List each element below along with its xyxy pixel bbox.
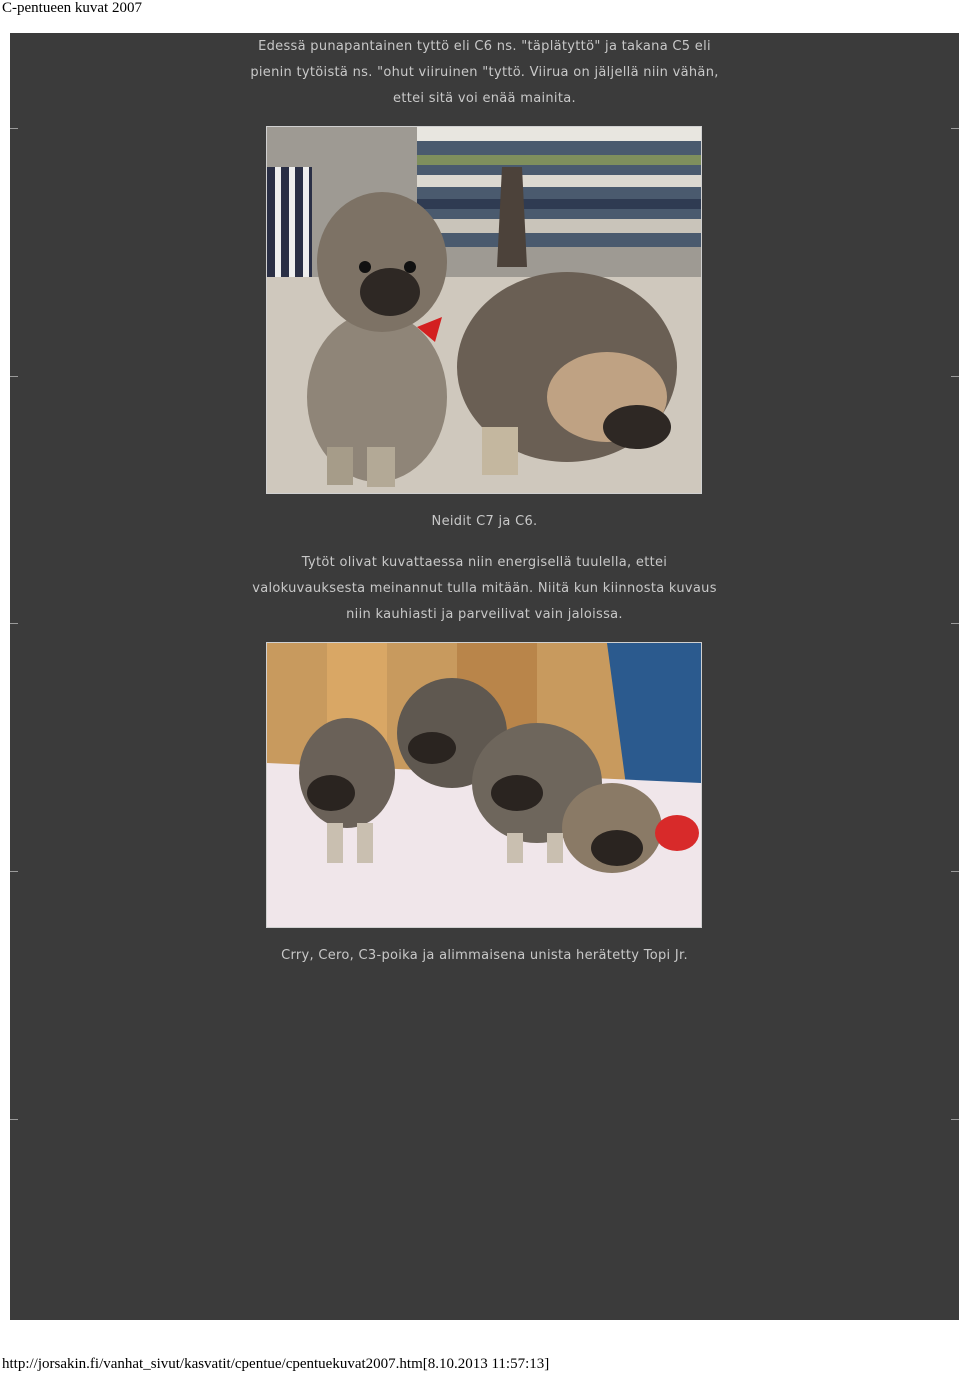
- caption-line: Tytöt olivat kuvattaessa niin energisellä tuulella, ettei: [301, 555, 668, 570]
- page-tick-mark: [951, 128, 959, 129]
- caption-line: pienin tytöistä ns. "ohut viiruinen "tyttö. Viirua on jäljellä niin vähän,: [250, 65, 719, 80]
- page-tick-mark: [951, 376, 959, 377]
- footer-url: http://jorsakin.fi/vanhat_sivut/kasvatit/cpentue/cpentuekuvat2007.htm[8.10.2013 11:57:13]: [2, 1356, 550, 1372]
- page-tick-mark: [10, 376, 18, 377]
- caption-line: Edessä punapantainen tyttö eli C6 ns. "täplätyttö" ja takana C5 eli: [258, 39, 711, 54]
- caption-line: valokuvauksesta meinannut tulla mitään. Niitä kun kiinnosta kuvaus: [252, 581, 717, 596]
- photo-caption-neidit: Neidit C7 ja C6.: [431, 514, 538, 529]
- puppies-photo-2: [266, 642, 702, 928]
- caption-line: ettei sitä voi enää mainita.: [393, 91, 576, 106]
- page-tick-mark: [951, 871, 959, 872]
- page-title: C-pentueen kuvat 2007: [2, 0, 142, 16]
- puppies-photo-1-image: [267, 127, 701, 493]
- caption-line: niin kauhiasti ja parveilivat vain jaloissa.: [346, 607, 623, 622]
- photo-caption-group: Crry, Cero, C3-poika ja alimmaisena unista herätetty Topi Jr.: [281, 948, 688, 963]
- photo-caption-energetic: [10, 550, 959, 628]
- puppies-photo-2-image: [267, 643, 701, 927]
- content-panel: [10, 33, 959, 1320]
- page-tick-mark: [10, 128, 18, 129]
- photo-caption-intro: [10, 34, 959, 112]
- page-tick-mark: [10, 1119, 18, 1120]
- page-tick-mark: [10, 871, 18, 872]
- page-tick-mark: [951, 1119, 959, 1120]
- puppies-photo-1: [266, 126, 702, 494]
